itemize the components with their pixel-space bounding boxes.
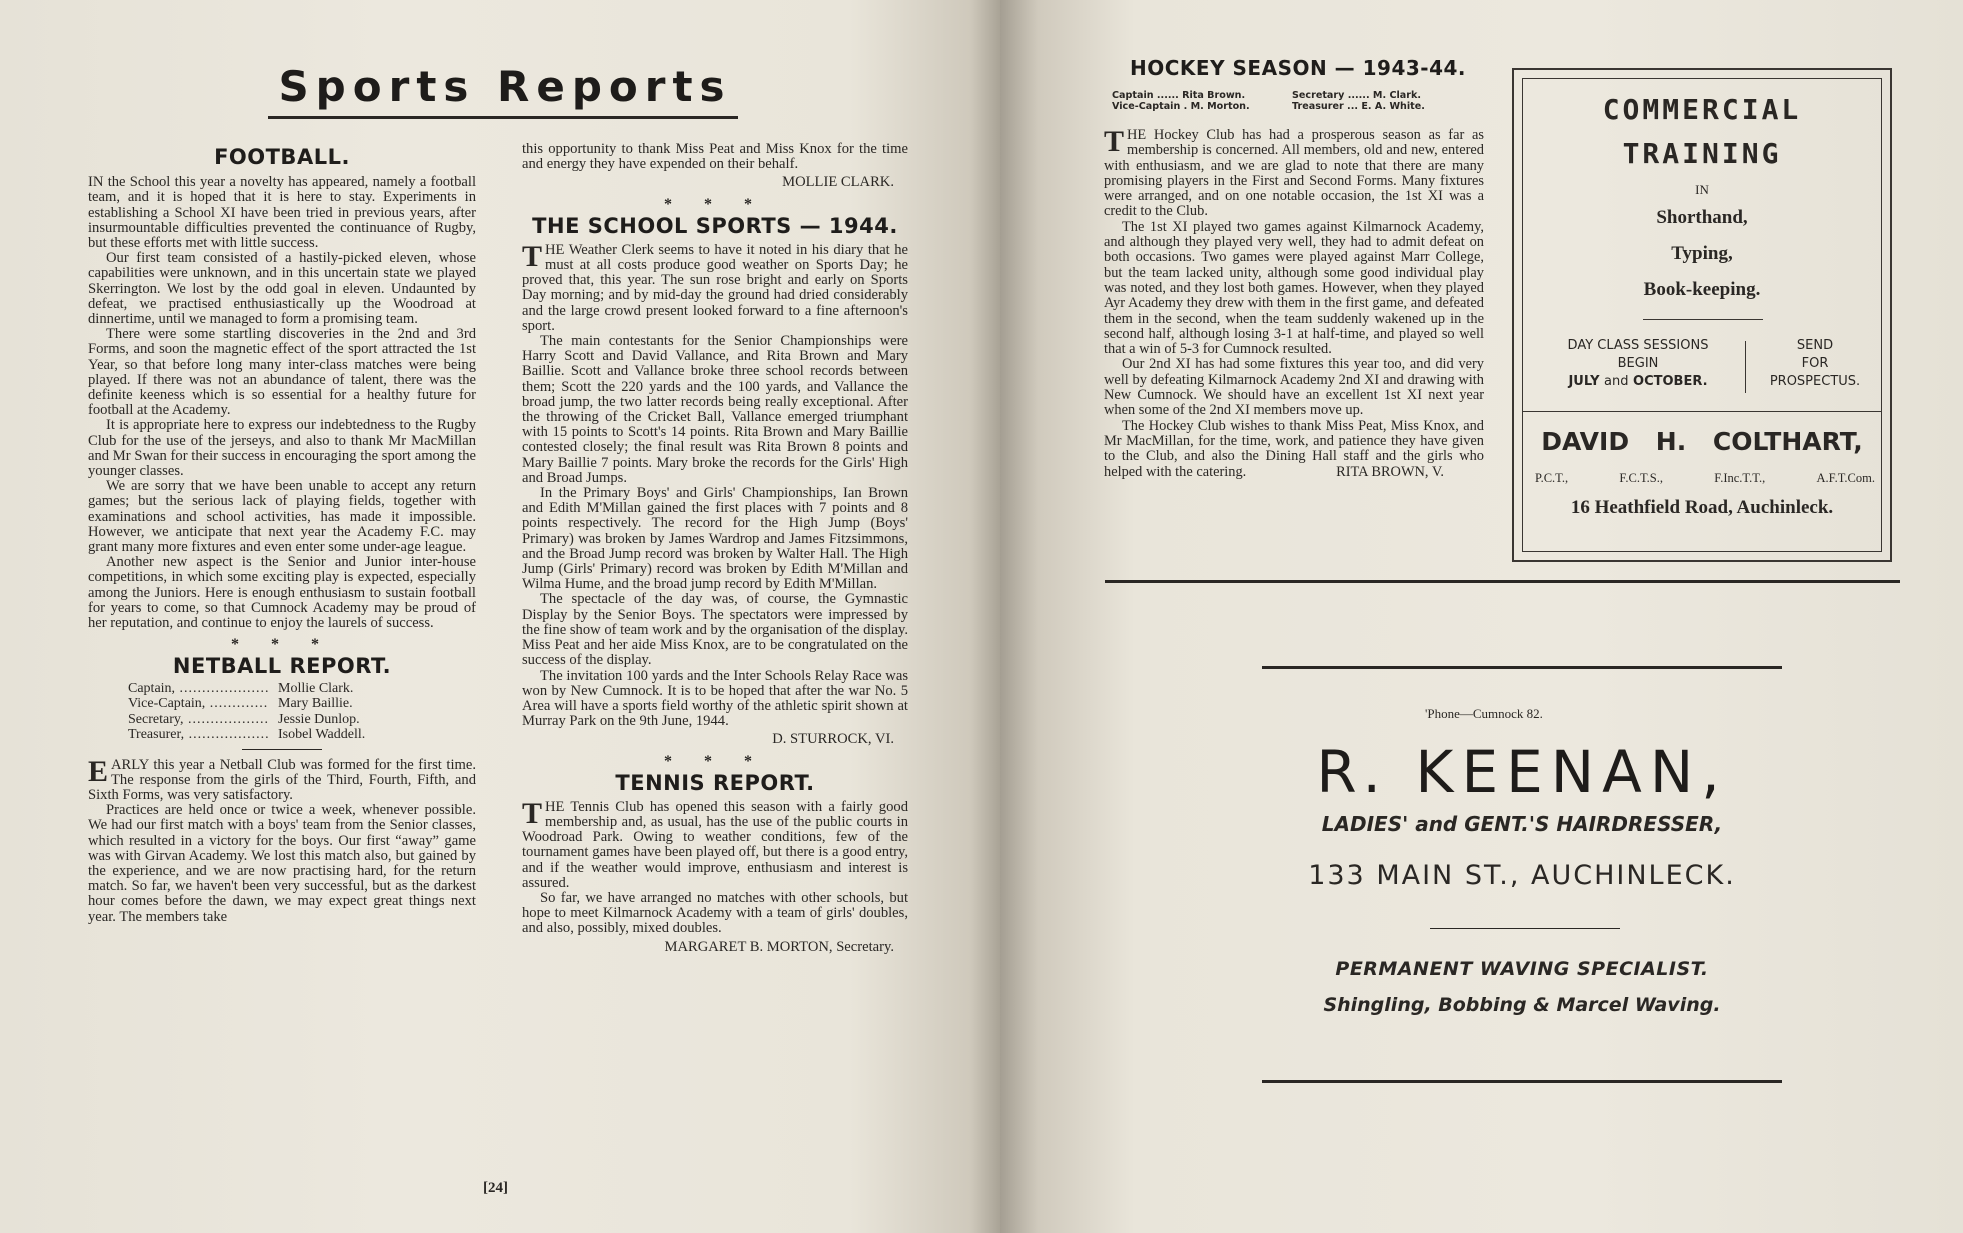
section-stars: * * * xyxy=(231,636,333,654)
hockey-column xyxy=(1104,125,1484,480)
keenan-services: Shingling, Bobbing & Marcel Waving. xyxy=(1323,994,1721,1016)
football-paragraph: We are sorry that we have been unable to accept any return games; but the serious lack of playing fields, together with examinations and school activities, has made it impossible. However, we anticipate that next year the Academy F.C. may grant many more fixtures and even enter some under-age league. xyxy=(88,478,476,556)
keenan-top-rule xyxy=(1262,666,1782,669)
tennis-paragraph xyxy=(522,796,908,891)
netball-heading: NETBALL REPORT. xyxy=(172,654,392,679)
sports-signature: D. STURROCK, VI. xyxy=(772,731,894,748)
ad-subject: Shorthand, xyxy=(1656,207,1748,228)
keenan-short-rule xyxy=(1430,928,1620,929)
sports-paragraph xyxy=(522,239,908,334)
tennis-heading: TENNIS REPORT. xyxy=(615,770,815,795)
ad-inner-border xyxy=(1522,78,1882,552)
hockey-officer: Treasurer ... E. A. White. xyxy=(1292,101,1425,112)
keenan-phone: 'Phone—Cumnock 82. xyxy=(1425,706,1543,721)
ad-send-line: SEND xyxy=(1796,338,1834,353)
officer-name: Mary Baillie. xyxy=(278,696,353,711)
officer-row xyxy=(128,727,476,743)
ad-title-line1: COMMERCIAL xyxy=(1602,93,1802,126)
sports-paragraph-text: HE Weather Clerk seems to have it noted in his diary that he must at all costs produce good weather on Sports Day; he proved that, this year. The sun rose bright and early on Sports Day morning; and by mid-day the ground had dried considerably and the large crowd present looked forward to a fine afternoon's sport. xyxy=(522,241,908,334)
ad-send-prospectus xyxy=(1753,337,1877,391)
football-paragraph: Another new aspect is the Senior and Junior inter-house competitions, in which some exciting play is expected, especially among the Juniors. Here is enough enthusiasm to sustain football for years to come, so that Cumnock Academy may be proud of her reputation, and continue to enjoy the laurels of success. xyxy=(88,554,476,632)
hockey-heading: HOCKEY SEASON — 1943-44. xyxy=(1130,56,1467,80)
officer-name: Jessie Dunlop. xyxy=(278,711,360,727)
right-page xyxy=(1000,0,1963,1233)
section-stars: * * * xyxy=(664,752,766,770)
ad-qualification: A.F.T.Com. xyxy=(1816,471,1875,485)
football-heading: FOOTBALL. xyxy=(214,145,350,169)
dropcap: E xyxy=(88,754,109,788)
ad-vertical-rule xyxy=(1745,341,1746,393)
tennis-paragraph: So far, we have arranged no matches with other schools, but hope to meet Kilmarnock Academy with a team of girls' doubles, and also, possibly, mixed doubles. xyxy=(522,889,908,937)
netball-officers xyxy=(128,681,476,743)
commercial-training-ad xyxy=(1512,68,1892,562)
ad-sessions xyxy=(1533,337,1743,391)
football-paragraph: Our first team consisted of a hastily-picked eleven, whose capabilities were unknown, and in this uncertain state we played Skerrington. We lost by the odd goal in eleven. Undaunted by defeat, we practised enthusiastically up the Woodroad at dinnertime, until we managed to form a promising team. xyxy=(88,250,476,328)
football-paragraph: There were some startling discoveries in the 2nd and 3rd Forms, and soon the magnetic effect of the sport attracted the 1st Year, so that before long many inter-class matches were being played. If there was not an abundance of talent, there was the definite keeness which is so essential for a healthy future for football at the Academy. xyxy=(88,326,476,419)
ad-send-line: FOR xyxy=(1801,356,1829,371)
ad-sessions-months xyxy=(1533,373,1743,391)
officer-name: Isobel Waddell. xyxy=(278,727,366,742)
netball-paragraph: Practices are held once or twice a week, whenever possible. We had our first match with a boys' team from the Senior classes, which resulted in a victory for the boys. Our first “away” game was with Girvan Academy. We lost this match also, but gained by the experience, and we are now practising hard, for the return match. So far, we haven't been very successful, but as the darkest hour comes before the dawn, we may expect great things next year. The members take xyxy=(88,802,476,925)
ad-subject: Book-keeping. xyxy=(1643,279,1761,300)
ad-rule xyxy=(1643,319,1763,320)
hockey-paragraph-text: HE Hockey Club has had a prosperous season as far as membership is concerned. All members, old and new, entered with enthusiasm, and we are glad to note that there are many promising players in the First and Second Forms. Many fixtures were arranged, and on one notable occasion, the 1st XI was a credit to the Club. xyxy=(1104,127,1484,220)
masthead-title: Sports Reports xyxy=(278,62,732,111)
hockey-officers xyxy=(1112,90,1472,112)
netball-signature: MOLLIE CLARK. xyxy=(782,174,894,191)
hockey-signature: RITA BROWN, V. xyxy=(1336,463,1444,480)
school-sports-heading: THE SCHOOL SPORTS — 1944. xyxy=(532,213,898,238)
officer-role: Vice-Captain, ..... xyxy=(128,696,268,712)
ad-send-line: PROSPECTUS. xyxy=(1769,374,1861,389)
officer-row xyxy=(128,696,476,712)
netball-continuation: this opportunity to thank Miss Peat and Miss Knox for the time and energy they have expended on their behalf. xyxy=(522,141,908,173)
netball-paragraph xyxy=(88,754,476,804)
sports-paragraph: The spectacle of the day was, of course, the Gymnastic Display by the Senior Boys. The spectators were impressed by the fine show of team work and by the organisation of the display. Miss Peat and her aide Miss Knox, are to be congratulated on the success of the display. xyxy=(522,591,908,669)
ad-address: 16 Heathfield Road, Auchinleck. xyxy=(1570,497,1834,518)
left-column-2 xyxy=(522,142,908,955)
officer-role: Captain, ..... xyxy=(128,681,268,697)
ad-qualification: F.Inc.T.T., xyxy=(1714,471,1766,485)
ad-sessions-line: BEGIN xyxy=(1617,356,1659,371)
keenan-trade: LADIES' and GENT.'S HAIRDRESSER, xyxy=(1321,812,1723,836)
ad-proprietor-name: DAVID H. COLTHART, xyxy=(1541,427,1863,456)
dropcap: T xyxy=(1104,125,1125,158)
officer-name: Mollie Clark. xyxy=(278,680,354,696)
officer-role: Treasurer, ..... xyxy=(128,727,268,743)
tennis-signature: MARGARET B. MORTON, Secretary. xyxy=(664,938,894,955)
football-paragraph: It is appropriate here to express our indebtedness to the Rugby Club for the use of the jerseys, and also to thank Mr MacMillan and Mr Swan for their success in encouraging the sport among the younger classes. xyxy=(88,417,476,480)
masthead-rule xyxy=(268,116,738,119)
keenan-address: 133 MAIN ST., AUCHINLECK. xyxy=(1308,860,1736,891)
page-number: [24] xyxy=(483,1180,508,1196)
dropcap: T xyxy=(522,796,543,830)
ad-subject: Typing, xyxy=(1671,243,1733,264)
tennis-paragraph-text: HE Tennis Club has opened this season with a fairly good membership and, as usual, has the use of the public courts in Woodroad Park. Owing to weather conditions, few of the tournament games have been played off, but there is a good entry, and if the weather would improve, enthusiasm and interest is assured. xyxy=(522,798,908,891)
officer-role: Secretary, ..... xyxy=(128,712,268,728)
sports-paragraph: The main contestants for the Senior Championships were Harry Scott and David Vallance, and Rita Brown and Mary Baillie. Scott and Vallance broke three school records between them; Scott the 220 yards and the 100 yards, and Vallance the broad jump, the two latter records being really exceptional. After the throwing of the Cricket Ball, Vallance emerged triumphant with 15 points to Scott's 14 points. Rita Brown and Mary Baillie contested closely; the final result was Rita Brown 8 points and Mary Baillie 7 points. Mary broke the records for the Girls' High and Broad Jumps. xyxy=(522,333,908,486)
hockey-paragraph: The Hockey Club wishes to thank Miss Peat, Miss Knox, and Mr MacMillan, for the time, work, and patience they have given to the Club, and also the Dining Hall staff and the girls who helped with the catering. xyxy=(1104,417,1484,480)
ad-qualification: P.C.T., xyxy=(1535,471,1569,485)
ad-month: OCTOBER. xyxy=(1633,374,1708,389)
ad-in-word: IN xyxy=(1695,182,1709,197)
page-divider-rule xyxy=(1105,580,1900,583)
hockey-officer-row xyxy=(1112,90,1472,101)
hockey-officer: Captain ...... Rita Brown. xyxy=(1112,90,1246,101)
sports-paragraph: The invitation 100 yards and the Inter Schools Relay Race was won by New Cumnock. It is to be hoped that after the war No. 5 Area will have a sports field worthy of the athletic spirit shown at Murray Park on the 9th June, 1944. xyxy=(522,667,908,730)
officer-row xyxy=(128,681,476,697)
keenan-bottom-rule xyxy=(1262,1080,1782,1083)
dropcap: T xyxy=(522,239,543,273)
left-column-1 xyxy=(88,145,476,925)
netball-rule xyxy=(242,749,322,750)
ad-and: and xyxy=(1604,374,1629,389)
officer-row xyxy=(128,712,476,728)
hockey-officer-row xyxy=(1112,101,1472,112)
hockey-officer: Vice-Captain . M. Morton. xyxy=(1112,101,1250,112)
hockey-paragraph xyxy=(1104,125,1484,220)
ad-month: JULY xyxy=(1568,374,1600,389)
ad-qualifications xyxy=(1535,471,1875,486)
ad-rule xyxy=(1523,411,1881,412)
ad-qualification: F.C.T.S., xyxy=(1619,471,1663,485)
keenan-specialist: PERMANENT WAVING SPECIALIST. xyxy=(1335,958,1709,980)
ad-title-line2: TRAINING xyxy=(1622,137,1782,170)
hockey-officer: Secretary ...... M. Clark. xyxy=(1292,90,1422,101)
hockey-paragraph: The 1st XI played two games against Kilmarnock Academy, and although they played very well, they had to admit defeat on both occasions. Two games were played against Marr College, but the team lacked unity, although some good individual play was noted, and they lost both games. However, when they played Ayr Academy they drew with them in the first game, and defeated them in the second, when the team suddenly wakened up in the second half, although losing 3-1 at half-time, and played so well that a win of 5-3 for Cumnock resulted. xyxy=(1104,218,1484,358)
keenan-name: R. KEENAN, xyxy=(1316,738,1728,806)
hockey-paragraph: Our 2nd XI has had some fixtures this year too, and did very well by defeating Kilmarnock Academy 2nd XI and drawing with New Cumnock. We should have an excellent 1st XI next year when some of the 2nd XI members move up. xyxy=(1104,356,1484,419)
ad-sessions-line: DAY CLASS SESSIONS xyxy=(1567,338,1709,353)
netball-paragraph-text: ARLY this year a Netball Club was formed for the first time. The response from the girls of the Third, Fourth, Fifth, and Sixth Forms, was very satisfactory. xyxy=(88,756,476,803)
sports-paragraph: In the Primary Boys' and Girls' Championships, Ian Brown and Edith M'Millan gained the first places with 7 points and 8 points respectively. The record for the High Jump (Boys' Primary) was broken by James Wardrop and James Fitzsimmons, and the Broad Jump record was broken by Walter Hall. The High Jump (Girls' Primary) record was broken by Edith M'Millan and Wilma Hume, and the broad jump record by Edith M'Millan. xyxy=(522,485,908,593)
football-paragraph: IN the School this year a novelty has appeared, namely a football team, and it is hoped that it is here to stay. Experiments in establishing a School XI have been tried in previous years, after insurmountable difficulties prevented the continuance of Rugby, but these efforts met with little success. xyxy=(88,174,476,252)
section-stars: * * * xyxy=(664,195,766,213)
